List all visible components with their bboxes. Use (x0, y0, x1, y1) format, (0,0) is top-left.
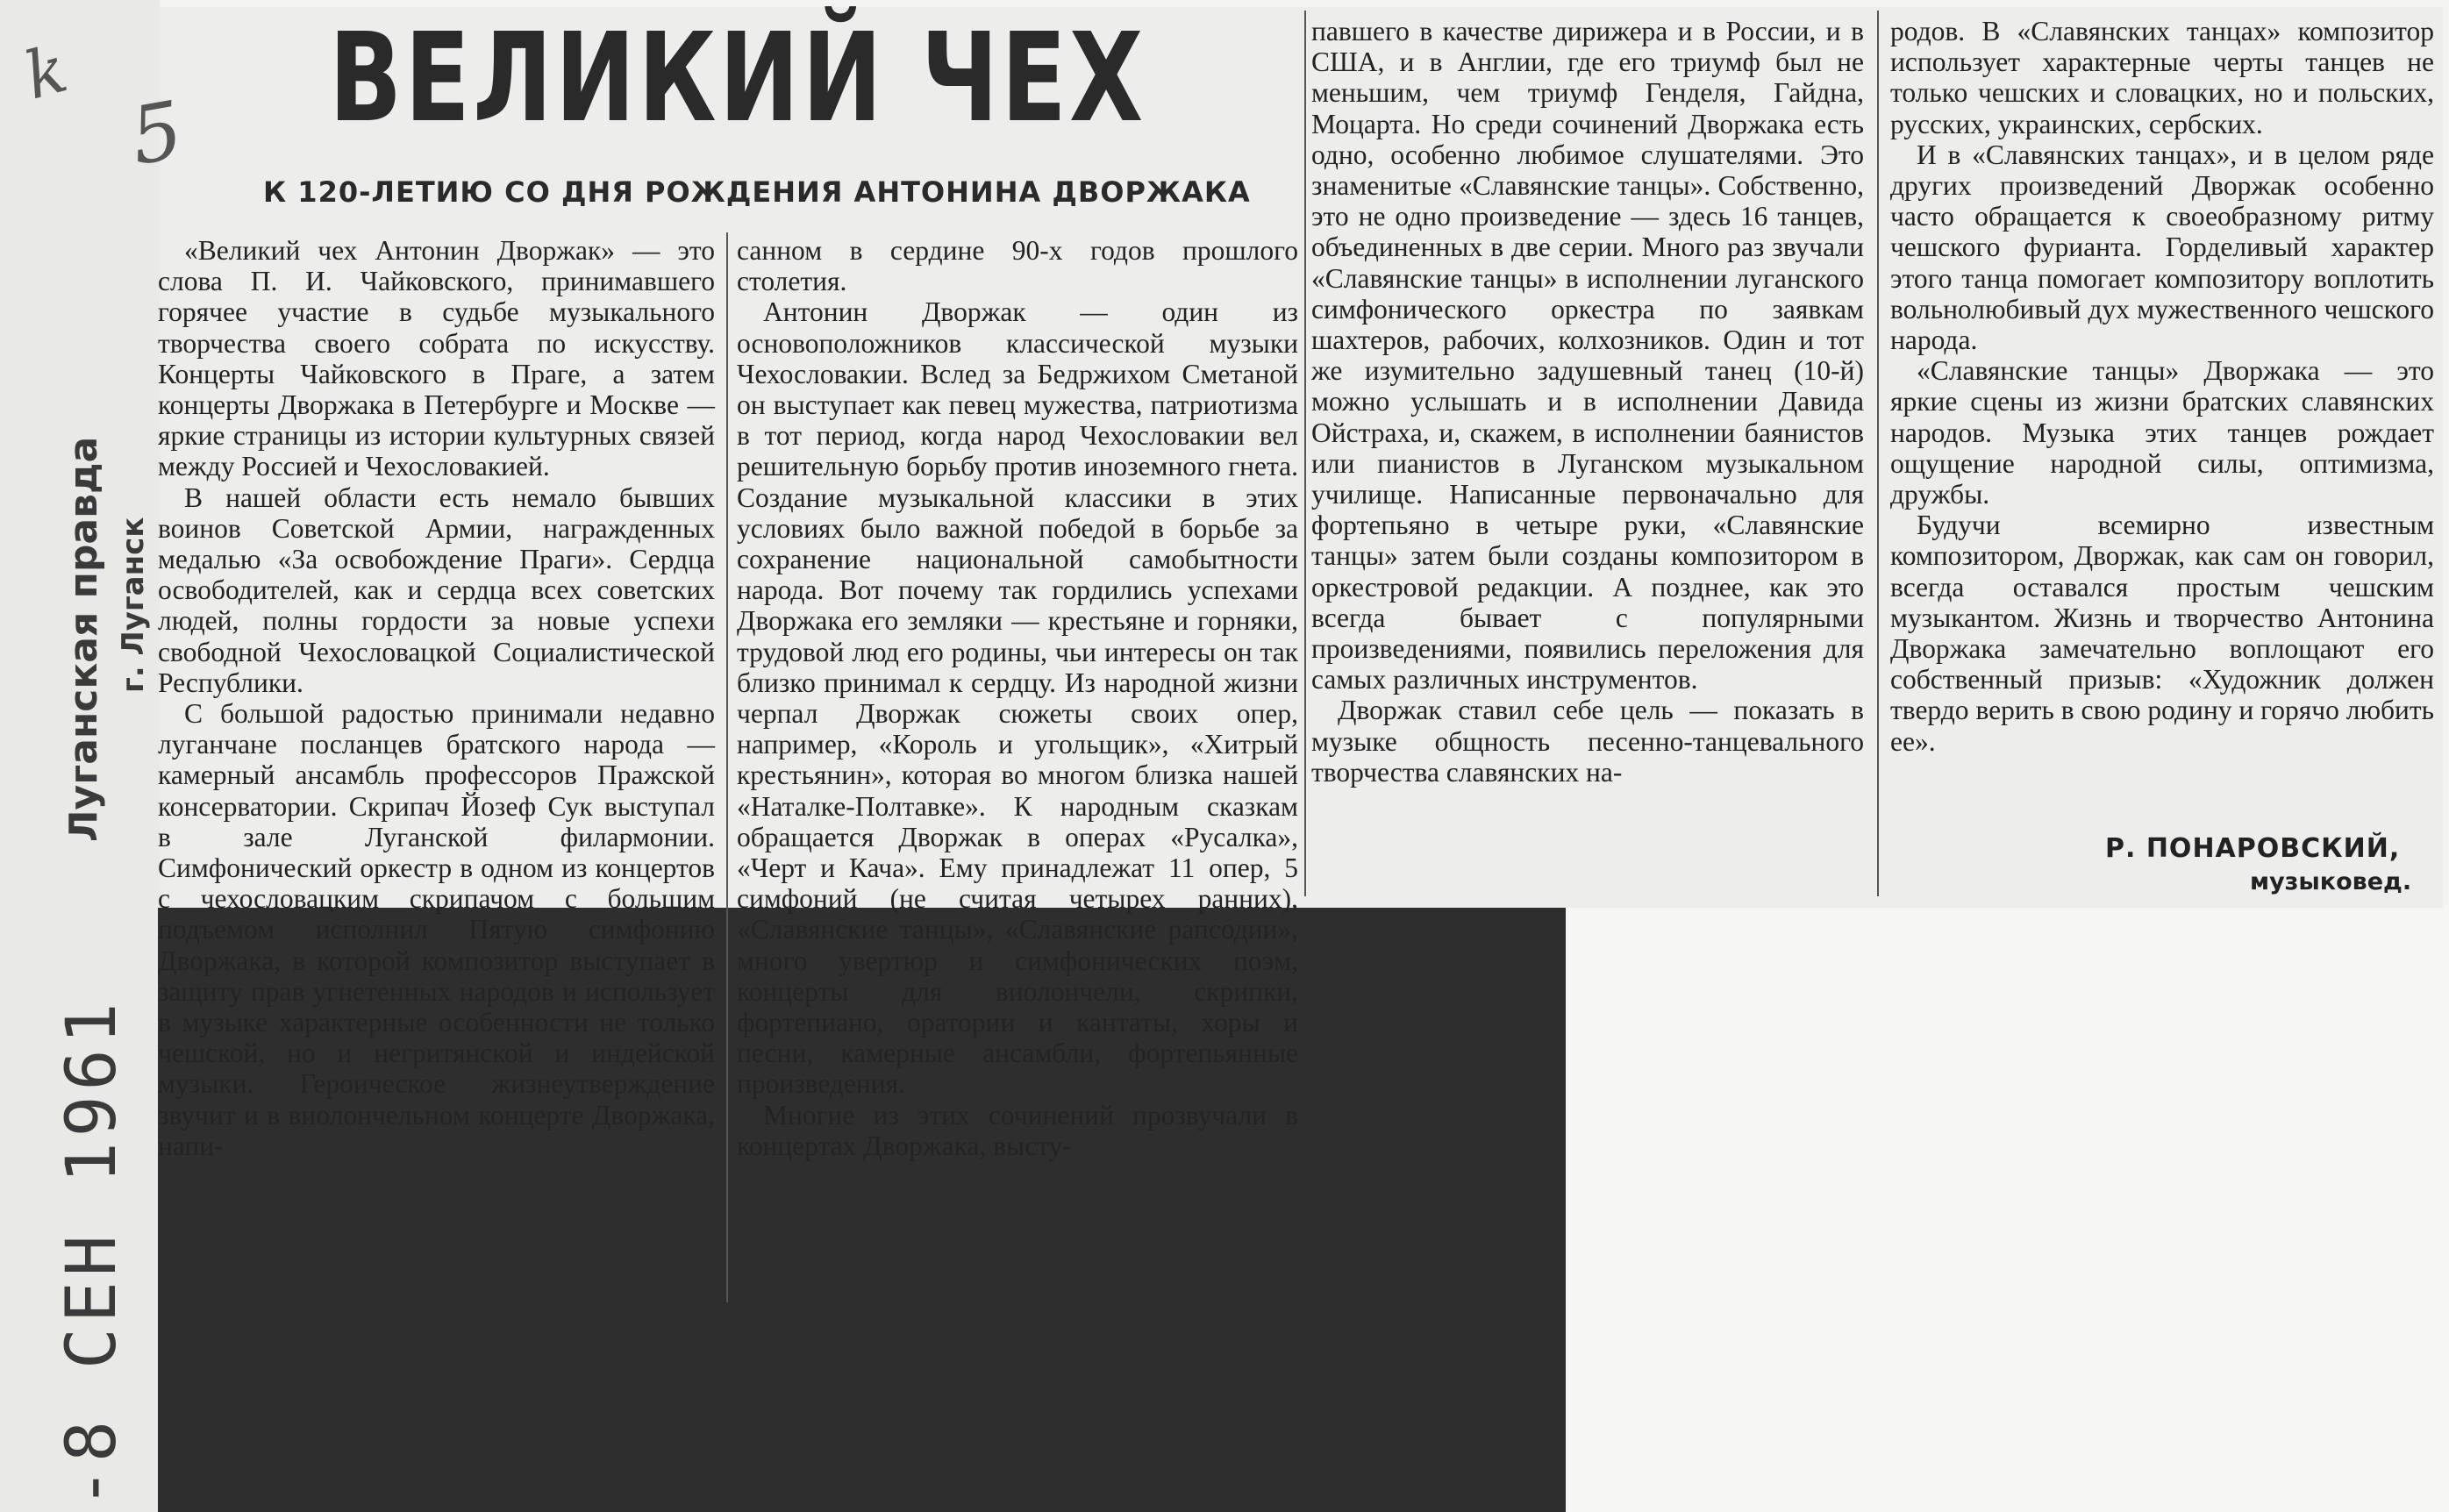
article-headline: ВЕЛИКИЙ ЧЕХ (329, 7, 1146, 150)
paragraph: «Славянские танцы» Дворжака — это яркие сцены из жизни братских славянских народов. Музыка этих танцев рождает ощущение народной силы, оптимизма, дружбы. (1890, 355, 2434, 510)
paragraph: Антонин Дворжак — один из основоположников классической музыки Чехословакии. Вслед за Бедржихом Сметаной он выступает как певец мужества, патриотизма в тот период, когда народ Чехословакии вел решительную борьбу против иноземного гнета. Создание музыкальной классики в этих условиях было важной победой в борьбе за сохранение национальной самобытности народа. Вот почему так гордились успехами Дворжака его земляки — крестьяне и горняки, трудовой люд его родины, чьи интересы он так близко принимал к сердцу. Из народной жизни черпал Дворжак сюжеты своих опер, например, «Король и угольщик», «Хитрый крестьянин», которая во многом близка нашей «Наталке-Полтавке». К народным сказкам обращается Дворжак в операх «Русалка», «Черт и Кача». Ему принадлежат 11 опер, 5 симфоний (не считая четырех ранних), «Славянские танцы», «Славянские рапсодии», много увертюр и симфонических поэм, концерты для виолончели, скрипки, фортепиано, оратории и кантаты, хоры и песни, камерные ансамбли, фортепьянные произведения. (737, 296, 1298, 1100)
paragraph: В нашей области есть немало бывших воинов Советской Армии, награжденных медалью «За освобождение Праги». Сердца освободителей, как и сердца всех советских людей, полны гордости за новые успехи свободной Чехословацкой Социалистической Республики. (158, 481, 715, 698)
paragraph: павшего в качестве дирижера и в России, и в США, и в Англии, где его триумф был не меньшим, чем триумф Генделя, Гайдна, Моцарта. Но среди сочинений Дворжака есть одно, особенно любимое слушателями. Это знаменитые «Славянские танцы». Собственно, это не одно произведение — здесь 16 танцев, объединенных в две серии. Много раз звучали «Славянские танцы» в исполнении луганского симфонического оркестра по заявкам шахтеров, рабочих, колхозников. Один и тот же изумительно задушевный танец (10-й) можно услышать и в исполнении Давида Ойстраха, и, скажем, в исполнении баянистов или пианистов в Луганском музыкальном училище. Написанные первоначально для фортепьяно в четыре руки, «Славянские танцы» затем были созданы композитором в оркестровой редакции. А позднее, как это всегда бывает с популярными произведениями, появились переложения для самых различных инструментов. (1311, 16, 1864, 695)
article-column-3 (1311, 16, 1864, 788)
paragraph: родов. В «Славянских танцах» композитор использует характерные черты танцев не только чешских и словацких, но и польских, русских, украинских, сербских. (1890, 16, 2434, 139)
paragraph: санном в сердине 90-х годов прошлого столетия. (737, 235, 1298, 297)
handwritten-number: 5 (124, 83, 189, 184)
column-rule (726, 232, 728, 1302)
paragraph: Многие из этих сочинений прозвучали в концертах Дворжака, высту- (737, 1099, 1298, 1161)
paragraph: И в «Славянских танцах», и в целом ряде других произведений Дворжак особенно часто обращается к своеобразному ритму чешского фурианта. Горделивый характер этого танца помогает композитору воплотить вольнолюбивый дух мужественного чешского народа. (1890, 139, 2434, 356)
author-role: музыковед. (2250, 868, 2412, 895)
city-stamp: г. Луганск (116, 517, 151, 693)
paragraph: «Великий чех Антонин Дворжак» — это слова П. И. Чайковского, принимавшего горячее участие в судьбе музыкального творчества своего собрата по искусству. Концерты Чайковского в Праге, а затем концерты Дворжака в Петербурге и Москве — яркие страницы из истории культурных связей между Россией и Чехословакией. (158, 235, 715, 482)
handwritten-mark: k (17, 31, 75, 115)
article-column-2 (737, 235, 1298, 1161)
article-subheadline: К 120-ЛЕТИЮ СО ДНЯ РОЖДЕНИЯ АНТОНИНА ДВОРЖАКА (263, 175, 1251, 209)
paragraph: Будучи всемирно известным композитором, Дворжак, как сам он говорил, всегда оставался простым чешским музыкантом. Жизнь и творчество Антонина Дворжака замечательно воплощают его собственный призыв: «Художник должен твердо верить в свою родину и горячо любить ее». (1890, 510, 2434, 757)
author-name: Р. ПОНАРОВСКИЙ, (2105, 833, 2401, 864)
column-rule (1877, 11, 1879, 896)
publication-stamp: Луганская правда (61, 436, 106, 842)
column-rule (1304, 11, 1306, 896)
article-column-1 (158, 235, 715, 1161)
blank-paper-area (1566, 908, 2449, 1512)
date-stamp: -8 СЕН 1961 (53, 997, 132, 1508)
paragraph: С большой радостью принимали недавно луганчане посланцев братского народа — камерный ансамбль профессоров Пражской консерватории. Скрипач Йозеф Сук выступал в зале Луганской филармонии. Симфонический оркестр в одном из концертов с чехословацким скрипачом с большим подъемом исполнил Пятую симфонию Дворжака, в которой композитор выступает в защиту прав угнетенных народов и использует в музыке характерные особенности не только чешской, но и негритянской и индейской музыки. Героическое жизнеутверждение звучит и в виолончельном концерте Дворжака, напи- (158, 698, 715, 1161)
article-column-4 (1890, 16, 2434, 757)
paragraph: Дворжак ставил себе цель — показать в музыке общность песенно-танцевального творчества славянских на- (1311, 695, 1864, 788)
